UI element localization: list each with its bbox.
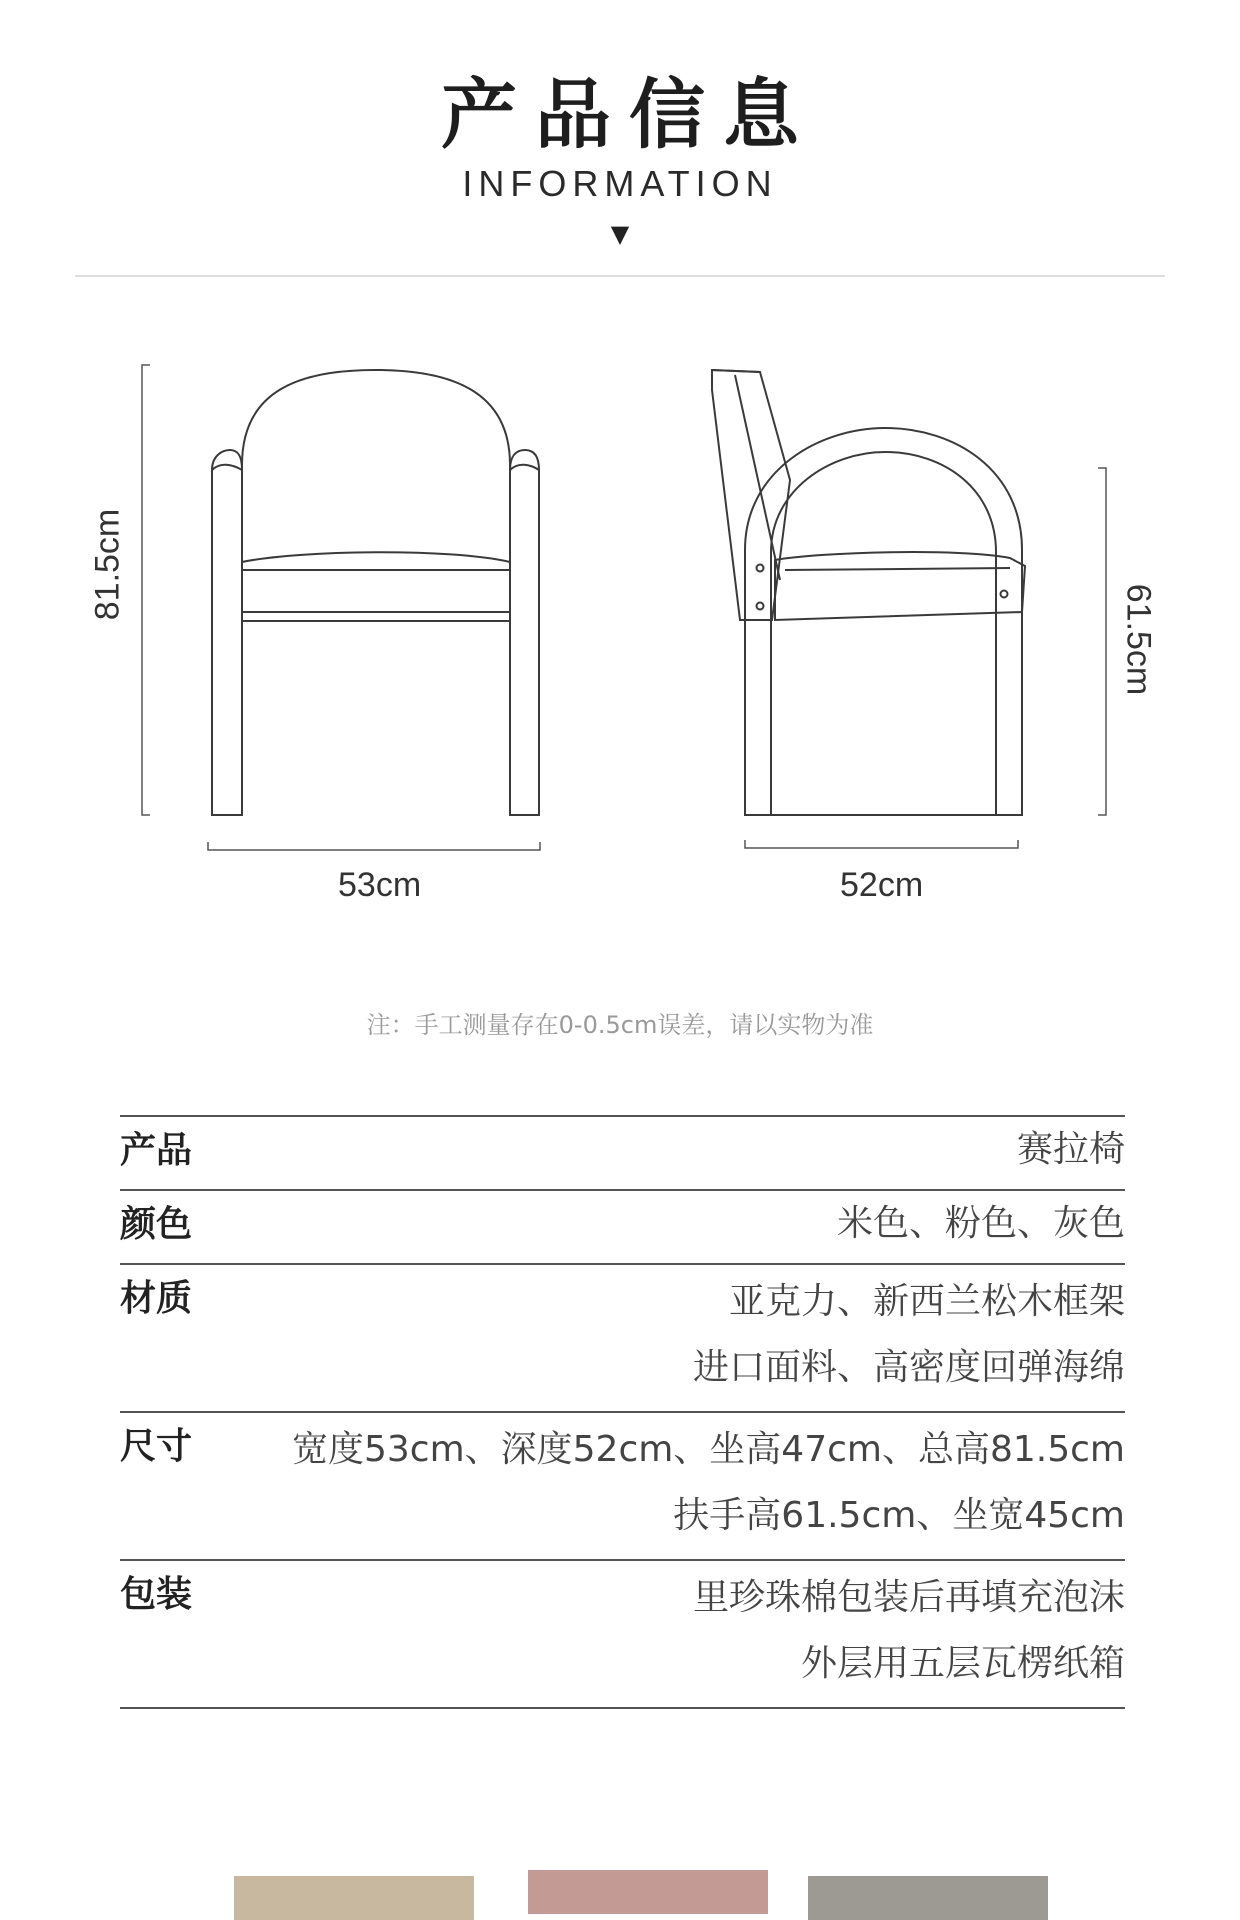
swatch-beige[interactable] (234, 1876, 474, 1920)
spec-table (120, 1115, 1125, 1709)
down-triangle-icon: ▼ (610, 220, 630, 248)
spec-row-color (120, 1189, 1125, 1263)
spec-value (270, 1117, 1125, 1189)
spec-value (270, 1561, 1125, 1707)
swatch-gray[interactable] (808, 1876, 1048, 1920)
spec-value-line: 赛拉椅 (1016, 1129, 1125, 1170)
spec-value-line: 进口面料、高密度回弹海绵 (692, 1347, 1125, 1388)
spec-row-size (120, 1411, 1125, 1559)
front-height-label: 81.5cm (88, 508, 127, 621)
spec-value-line: 宽度53cm、深度52cm、坐高47cm、总高81.5cm (291, 1429, 1125, 1470)
spec-value-line: 外层用五层瓦楞纸箱 (800, 1643, 1125, 1684)
header-divider (75, 275, 1165, 277)
measurement-note: 注：手工测量存在0-0.5cm误差，请以实物为准 (366, 1011, 874, 1039)
spec-value-line: 扶手高61.5cm、坐宽45cm (673, 1495, 1125, 1536)
swatch-pink[interactable] (528, 1870, 768, 1914)
spec-label: 产品 (120, 1130, 193, 1171)
chair-front-view (142, 365, 540, 850)
spec-label: 尺寸 (120, 1426, 193, 1467)
spec-value (270, 1413, 1125, 1559)
spec-value-line: 亚克力、新西兰松木框架 (728, 1281, 1125, 1322)
spec-label: 材质 (120, 1278, 193, 1319)
spec-value-line: 里珍珠棉包装后再填充泡沫 (692, 1577, 1125, 1618)
spec-row-product (120, 1115, 1125, 1189)
spec-label: 包装 (120, 1574, 193, 1615)
spec-value (270, 1265, 1125, 1411)
spec-value (270, 1191, 1125, 1263)
page-subtitle: INFORMATION (462, 163, 778, 204)
spec-row-packaging (120, 1559, 1125, 1709)
side-armrest-height-label: 61.5cm (1119, 583, 1158, 696)
page-title: 产品信息 (441, 70, 817, 159)
front-width-label: 53cm (338, 866, 422, 904)
spec-row-material (120, 1263, 1125, 1411)
spec-label: 颜色 (120, 1204, 193, 1245)
chair-drawings (0, 330, 1240, 890)
chair-side-view (712, 370, 1106, 848)
side-depth-label: 52cm (840, 866, 924, 904)
page-header (0, 70, 1240, 246)
spec-value-line: 米色、粉色、灰色 (836, 1203, 1125, 1244)
